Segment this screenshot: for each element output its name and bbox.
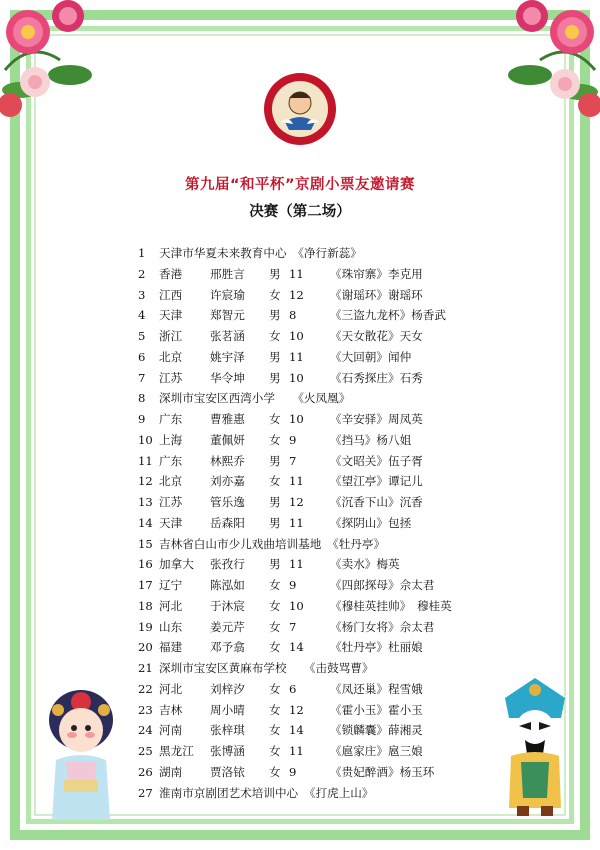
opera-character-warrior-illustration: [495, 678, 575, 818]
contestant-row: [138, 720, 538, 741]
entry-region: 河北: [159, 598, 183, 613]
entry-gender: 女: [269, 287, 281, 302]
entry-region: 香港: [159, 266, 183, 281]
entry-number: 27: [138, 785, 153, 800]
entry-piece-role: 《天女散花》天女: [330, 329, 423, 343]
entry-group-performance: 深圳市宝安区黄麻布学校 《击鼓骂曹》: [159, 661, 374, 675]
entry-number: 24: [138, 723, 153, 738]
entry-name: 华令坤: [210, 370, 245, 385]
contestant-row: [138, 534, 538, 555]
entry-age: 10: [289, 370, 304, 385]
entry-number: 12: [138, 474, 153, 489]
entry-number: 20: [138, 640, 153, 655]
entry-age: 7: [289, 619, 297, 634]
entry-piece-role: 《贵妃醉酒》杨玉环: [330, 764, 435, 779]
entry-region: 辽宁: [159, 578, 183, 592]
entry-gender: 男: [269, 453, 281, 468]
entry-name: 邓予翕: [210, 640, 245, 655]
entry-name: 周小晴: [210, 702, 245, 717]
entry-number: 1: [138, 246, 146, 260]
entry-region: 黑龙江: [159, 744, 194, 758]
entry-region: 广东: [159, 412, 183, 426]
contestant-row: [138, 388, 538, 409]
contestant-row: [138, 658, 538, 679]
entry-piece-role: 《卖水》梅英: [330, 557, 400, 572]
entry-age: 14: [289, 723, 304, 738]
entry-name: 于沐宸: [210, 598, 245, 613]
entry-number: 23: [138, 702, 153, 717]
entry-gender: 女: [269, 702, 281, 717]
contestant-row: [138, 430, 538, 451]
entry-age: 12: [289, 495, 304, 509]
entry-gender: 女: [269, 764, 281, 779]
entry-number: 2: [138, 266, 146, 281]
entry-number: 18: [138, 598, 153, 613]
entry-number: 6: [138, 349, 146, 364]
entry-age: 9: [289, 432, 297, 447]
entry-piece-role: 《锁麟囊》薛湘灵: [330, 723, 423, 738]
entry-number: 26: [138, 764, 153, 779]
contestant-row: [138, 617, 538, 638]
entry-piece-role: 《杨门女将》佘太君: [330, 619, 435, 634]
entry-name: 贾洛铱: [210, 764, 245, 779]
contestant-row: [138, 409, 538, 430]
entry-piece-role: 《三盗九龙杯》杨香武: [330, 308, 446, 323]
contestant-row: [138, 679, 538, 700]
entry-name: 管乐逸: [210, 495, 245, 509]
entry-region: 上海: [159, 432, 183, 447]
entry-gender: 女: [269, 412, 281, 426]
entry-name: 邢胜言: [210, 266, 245, 281]
entry-region: 山东: [159, 619, 183, 634]
entry-name: 曹雅惠: [210, 412, 245, 426]
entry-number: 11: [138, 453, 153, 468]
entry-gender: 女: [269, 474, 281, 489]
entry-region: 加拿大: [159, 557, 194, 572]
entry-age: 14: [289, 640, 304, 655]
contestant-row: [138, 451, 538, 472]
entry-name: 陈泓如: [210, 578, 245, 592]
entry-age: 11: [289, 349, 304, 364]
contestant-list: [138, 243, 538, 803]
entry-name: 姜元芹: [210, 619, 245, 634]
entry-number: 13: [138, 495, 153, 509]
entry-piece-role: 《凤还巢》程雪娥: [330, 681, 423, 696]
entry-gender: 女: [269, 598, 281, 613]
contestant-row: [138, 700, 538, 721]
entry-piece-role: 《大回朝》闻仲: [330, 349, 412, 364]
entry-piece-role: 《沉香下山》沉香: [330, 495, 423, 509]
entry-number: 4: [138, 308, 146, 323]
contestant-row: [138, 347, 538, 368]
entry-gender: 女: [269, 329, 281, 343]
entry-number: 22: [138, 681, 153, 696]
entry-name: 姚宇泽: [210, 349, 245, 364]
contestant-row: [138, 305, 538, 326]
entry-age: 12: [289, 702, 304, 717]
entry-name: 岳森阳: [210, 515, 245, 530]
entry-age: 9: [289, 578, 297, 592]
entry-group-performance: 吉林省白山市少儿戏曲培训基地 《牡丹亭》: [159, 536, 386, 551]
entry-age: 11: [289, 744, 304, 758]
entry-piece-role: 《霍小玉》霍小玉: [330, 702, 423, 717]
entry-piece-role: 《扈家庄》扈三娘: [330, 744, 423, 758]
entry-name: 刘亦嘉: [210, 474, 245, 489]
entry-gender: 男: [269, 557, 281, 572]
entry-number: 25: [138, 744, 153, 758]
entry-number: 19: [138, 619, 153, 634]
entry-group-performance: 深圳市宝安区西湾小学 《火凤凰》: [159, 391, 351, 406]
peony-flower-decoration-left: [0, 0, 100, 120]
entry-gender: 女: [269, 744, 281, 758]
entry-number: 9: [138, 412, 146, 426]
entry-region: 天津: [159, 308, 183, 323]
entry-piece-role: 《探阴山》包拯: [330, 515, 412, 530]
entry-region: 浙江: [159, 329, 183, 343]
contestant-row: [138, 554, 538, 575]
entry-piece-role: 《四郎探母》佘太君: [330, 578, 435, 592]
contestant-row: [138, 326, 538, 347]
entry-name: 董佩妍: [210, 432, 245, 447]
entry-gender: 男: [269, 495, 281, 509]
entry-piece-role: 《挡马》杨八姐: [330, 432, 412, 447]
competition-title: 第九届“和平杯”京剧小票友邀请赛: [184, 177, 416, 193]
peony-flower-decoration-right: [500, 0, 600, 120]
entry-region: 广东: [159, 453, 183, 468]
entry-piece-role: 《珠帘寨》李克用: [330, 266, 423, 281]
entry-gender: 女: [269, 432, 281, 447]
entry-name: 郑智元: [210, 308, 245, 323]
entry-name: 林熙乔: [210, 453, 245, 468]
entry-age: 6: [289, 681, 297, 696]
entry-age: 10: [289, 412, 304, 426]
opera-character-girl-illustration: [36, 680, 126, 830]
entry-region: 河北: [159, 681, 183, 696]
entry-piece-role: 《谢瑶环》谢瑶环: [330, 287, 423, 302]
entry-piece-role: 《辛安驿》周凤英: [330, 412, 423, 426]
entry-age: 7: [289, 453, 297, 468]
entry-gender: 女: [269, 640, 281, 655]
entry-name: 张茗涵: [210, 329, 245, 343]
contestant-row: [138, 285, 538, 306]
entry-name: 许宸瑜: [210, 287, 245, 302]
entry-gender: 女: [269, 619, 281, 634]
entry-name: 张博涵: [210, 744, 245, 758]
entry-age: 12: [289, 287, 304, 302]
entry-gender: 男: [269, 349, 281, 364]
entry-number: 8: [138, 391, 146, 406]
contestant-row: [138, 637, 538, 658]
entry-region: 河南: [159, 723, 183, 738]
entry-age: 11: [289, 515, 304, 530]
entry-age: 10: [289, 598, 304, 613]
entry-region: 江苏: [159, 495, 183, 509]
entry-age: 11: [289, 474, 304, 489]
entry-group-performance: 淮南市京剧团艺术培训中心 《打虎上山》: [159, 785, 374, 800]
entry-region: 福建: [159, 640, 183, 655]
entry-number: 21: [138, 661, 153, 675]
entry-piece-role: 《望江亭》谭记儿: [330, 474, 423, 489]
entry-piece-role: 《石秀探庄》石秀: [330, 370, 423, 385]
entry-group-performance: 天津市华夏未来教育中心 《净行新蕊》: [159, 246, 362, 260]
entry-number: 10: [138, 432, 153, 447]
contestant-row: [138, 471, 538, 492]
contestant-row: [138, 264, 538, 285]
entry-number: 15: [138, 536, 153, 551]
entry-age: 8: [289, 308, 297, 323]
entry-number: 17: [138, 578, 153, 592]
competition-logo-emblem: [263, 72, 337, 146]
contestant-row: [138, 596, 538, 617]
entry-region: 北京: [159, 349, 183, 364]
entry-number: 3: [138, 287, 146, 302]
entry-gender: 男: [269, 266, 281, 281]
entry-age: 10: [289, 329, 304, 343]
entry-piece-role: 《牡丹亭》杜丽娘: [330, 640, 423, 655]
contestant-row: [138, 368, 538, 389]
entry-gender: 男: [269, 515, 281, 530]
entry-name: 张梓琪: [210, 723, 245, 738]
entry-number: 7: [138, 370, 146, 385]
entry-number: 16: [138, 557, 153, 572]
contestant-row: [138, 783, 538, 804]
entry-age: 9: [289, 764, 297, 779]
entry-number: 14: [138, 515, 153, 530]
entry-region: 江西: [159, 287, 183, 302]
entry-region: 北京: [159, 474, 183, 489]
entry-gender: 女: [269, 681, 281, 696]
entry-gender: 男: [269, 370, 281, 385]
entry-region: 吉林: [159, 702, 183, 717]
entry-gender: 女: [269, 578, 281, 592]
contestant-row: [138, 762, 538, 783]
entry-number: 5: [138, 329, 146, 343]
entry-gender: 女: [269, 723, 281, 738]
entry-region: 天津: [159, 515, 183, 530]
entry-region: 江苏: [159, 370, 183, 385]
entry-age: 11: [289, 266, 304, 281]
contestant-row: [138, 492, 538, 513]
entry-age: 11: [289, 557, 304, 572]
contestant-row: [138, 513, 538, 534]
entry-name: 刘梓汐: [210, 681, 245, 696]
contestant-row: [138, 575, 538, 596]
entry-region: 湖南: [159, 764, 183, 779]
entry-piece-role: 《文昭关》伍子胥: [330, 453, 423, 468]
contestant-row: [138, 243, 538, 264]
entry-name: 张孜行: [210, 557, 245, 572]
contestant-row: [138, 741, 538, 762]
round-subtitle: 决赛（第二场）: [249, 204, 351, 220]
entry-gender: 男: [269, 308, 281, 323]
entry-piece-role: 《穆桂英挂帅》 穆桂英: [330, 598, 452, 613]
